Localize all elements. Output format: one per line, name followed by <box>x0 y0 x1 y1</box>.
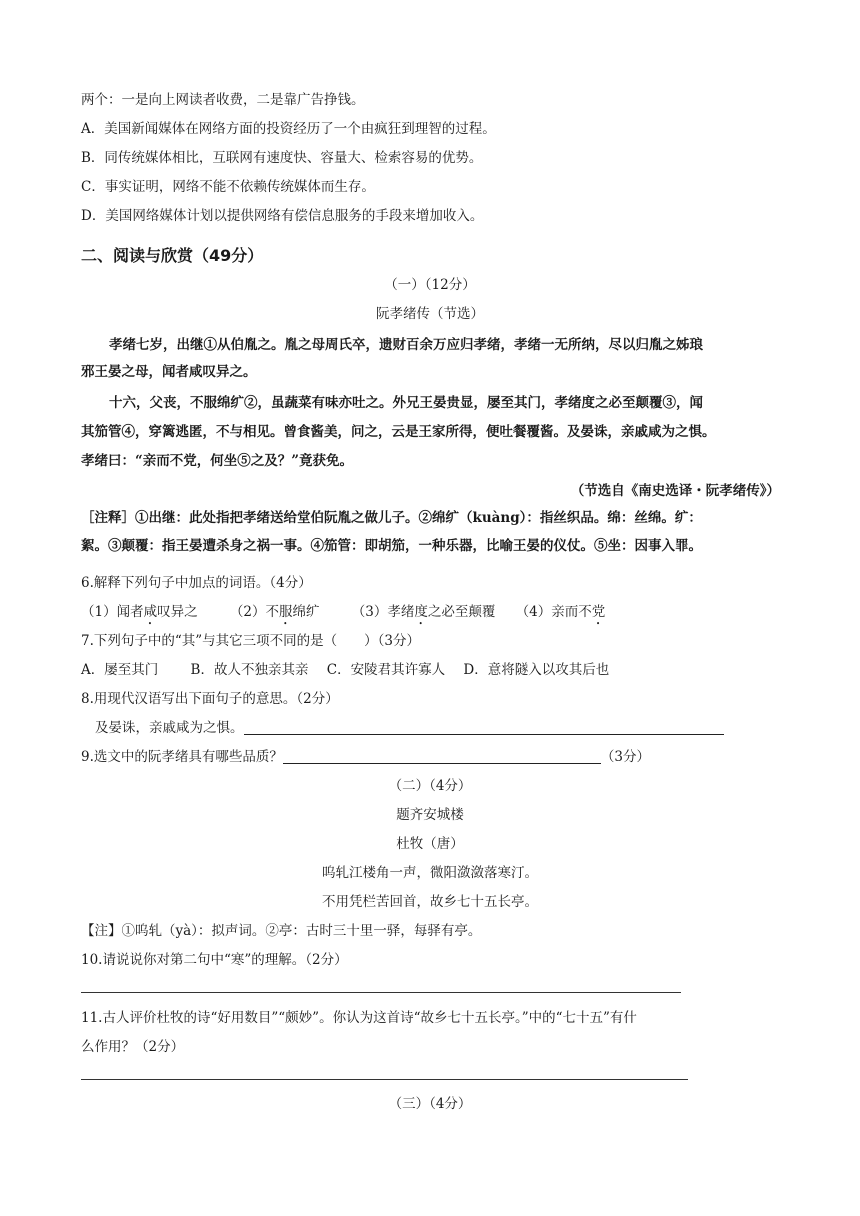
poem-title: 题齐安城楼 <box>396 807 464 823</box>
question-11-stem: 11.古人评价杜牧的诗“好用数目”“颇妙”。你认为这首诗“故乡七十五长亭。”中的“七十五”有什 <box>81 1010 637 1026</box>
poem-author: 杜牧（唐） <box>396 836 464 852</box>
part1-title: 阮孝绪传（节选） <box>376 306 484 322</box>
classical-text-line: 十六，父丧，不服绵纩②，虽蔬菜有味亦吐之。外兄王晏贵显，屡至其门，孝绪度之必至颠覆③，闻 <box>109 395 703 411</box>
question-9: 9.选文中的阮孝绪具有哪些品质？ （3分） <box>81 749 650 765</box>
question-10-stem: 10.请说说你对第二句中“寒”的理解。（2分） <box>81 952 348 968</box>
option-d: D．美国网络媒体计划以提供网络有偿信息服务的手段来增加收入。 <box>81 208 484 224</box>
question-11-stem: 么作用？（2分） <box>81 1039 185 1055</box>
poem-line: 不用凭栏苦回首，故乡七十五长亭。 <box>322 894 538 910</box>
section-heading: 二、阅读与欣赏（49分） <box>81 246 264 265</box>
classical-text-line: 邪王晏之母，闻者咸叹异之。 <box>81 364 257 380</box>
question-6-stem: 6.解释下列句子中加点的词语。（4分） <box>81 575 312 591</box>
option-b: B．同传统媒体相比，互联网有速度快、容量大、检索容易的优势。 <box>81 150 483 166</box>
part1-header: （一）（12分） <box>384 277 476 293</box>
answer-line[interactable] <box>283 749 601 764</box>
question-6-items: （1）闻者咸叹异之 （2）不服绵纩 （3）孝绪度之必至颠覆 （4）亲而不党 <box>81 604 606 620</box>
question-7-options: A．屡至其门 B．故人不独亲其亲 C．安陵君其许寡人 D．意将隧入以攻其后也 <box>81 662 610 678</box>
passage-line: 两个：一是向上网读者收费，二是靠广告挣钱。 <box>81 92 365 108</box>
question-8-sentence: 及晏诛，亲戚咸为之惧。 <box>81 718 800 738</box>
part3-header: （三）（4分） <box>388 1096 472 1112</box>
poem-note: 【注】①呜轧（yà）：拟声词。②亭：古时三十里一驿，每驿有亭。 <box>81 923 482 939</box>
option-c: C．事实证明，网络不能不依赖传统媒体而生存。 <box>81 179 375 195</box>
annotation-line: ［注释］①出继：此处指把孝绪送给堂伯阮胤之做儿子。②绵纩（kuàng）：指丝织品。绵：丝绵。纩： <box>81 510 702 526</box>
source-citation: （节选自《南史选译・阮孝绪传》） <box>570 483 780 499</box>
classical-text-line: 其笳管④，穿篱逃匿，不与相见。曾食酱美，问之，云是王家所得，便吐餐覆酱。及晏诛，亲戚咸为之惧。 <box>81 424 716 440</box>
option-a: A．美国新闻媒体在网络方面的投资经历了一个由疯狂到理智的过程。 <box>81 121 496 137</box>
classical-text-line: 孝绪曰：“亲而不党，何坐⑤之及？”竟获免。 <box>81 453 354 469</box>
part2-header: （二）（4分） <box>388 778 472 794</box>
answer-line[interactable] <box>244 720 724 735</box>
annotation-line: 絮。③颠覆：指王晏遭杀身之祸一事。④笳管：即胡笳，一种乐器，比喻王晏的仪仗。⑤坐：因事入罪。 <box>81 538 702 554</box>
question-7-stem: 7.下列句子中的“其”与其它三项不同的是（ ）（3分） <box>81 633 421 649</box>
answer-line[interactable] <box>81 1079 688 1080</box>
answer-line[interactable] <box>81 992 681 993</box>
classical-text-line: 孝绪七岁，出继①从伯胤之。胤之母周氏卒，遗财百余万应归孝绪，孝绪一无所纳，尽以归胤之姊琅 <box>109 337 703 353</box>
poem-line: 呜轧江楼角一声，微阳潋潋落寒汀。 <box>322 865 538 881</box>
question-8-stem: 8.用现代汉语写出下面句子的意思。（2分） <box>81 691 339 707</box>
